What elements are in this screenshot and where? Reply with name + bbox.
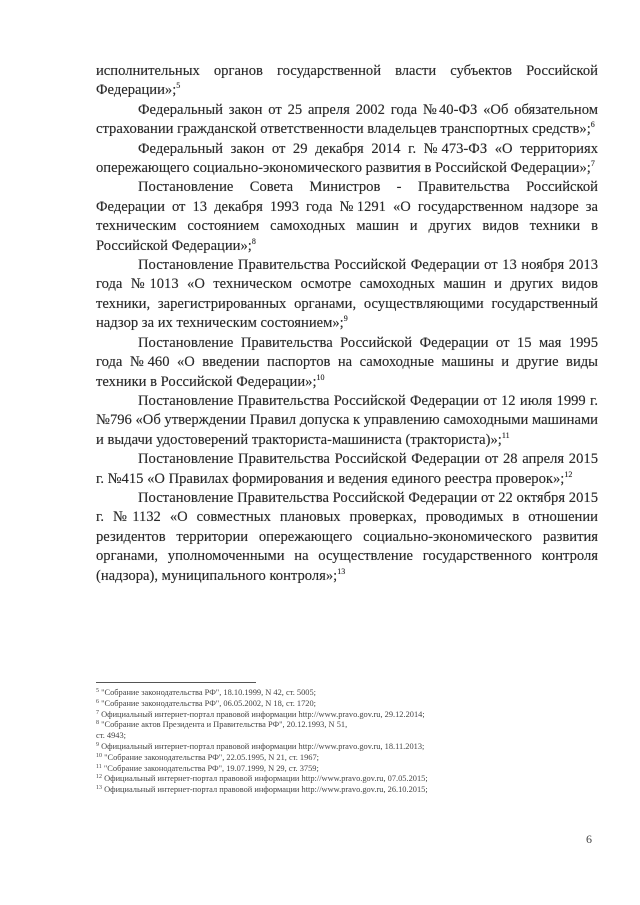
- footnote: $^{12}$ Официальный интернет-портал правовой информации http://www.pravo.gov.ru, 07.05.2015;: [96, 774, 428, 784]
- paragraph-4: Постановление Совета Министров - Правительства Российской Федерации от 13 декабря 1993 года №1291 «О государственном надзоре за техническим состоянием самоходных машин и других видов техники в Российской Федерации»;$^8$: [96, 179, 598, 254]
- paragraph-6: Постановление Правительства Российской Федерации от 15 мая 1995 года №460 «О введении паспортов на самоходные машины и другие виды техники в Российской Федерации»;$^{10}$: [96, 334, 598, 390]
- paragraph-7: Постановление Правительства Российской Федерации от 12 июля 1999 г. №796 «Об утверждении Правил допуска к управлению самоходными машинами и выдачи удостоверений тракториста-машиниста (тракториста)»;$^{11}$: [96, 392, 598, 448]
- footnote-ref: 7: [590, 159, 595, 169]
- footnote: $^8$ "Собрание актов Президента и Правительства РФ", 20.12.1993, N 51,: [96, 720, 348, 730]
- footnote-ref: 5: [176, 81, 181, 91]
- footnote: $^{11}$ "Собрание законодательства РФ", 19.07.1999, N 29, ст. 3759;: [96, 763, 319, 773]
- paragraph-2: Федеральный закон от 25 апреля 2002 года №40-ФЗ «Об обязательном страховании гражданской ответственности владельцев транспортных средств»;$^6$: [96, 101, 598, 138]
- footnote-ref: 13: [337, 566, 346, 576]
- page-number: 6: [586, 832, 592, 846]
- paragraph-3: Федеральный закон от 29 декабря 2014 г. №473-ФЗ «О территориях опережающего социально-экономического развития в Российской Федерации»;$^7$: [96, 140, 598, 177]
- footnote: $^6$ "Собрание законодательства РФ", 06.05.2002, N 18, ст. 1720;: [96, 698, 317, 708]
- paragraph-1: исполнительных органов государственной власти субъектов Российской Федерации»;$^5$: [96, 63, 598, 99]
- footnote: $^7$ Официальный интернет-портал правовой информации http://www.pravo.gov.ru, 29.12.2014;: [96, 709, 425, 719]
- paragraph-5: Постановление Правительства Российской Федерации от 13 ноября 2013 года №1013 «О техническом осмотре самоходных машин и других видов техники, зарегистрированных органами, осуществляющими государственный надзор за их техническим состоянием»;$^9$: [96, 257, 598, 332]
- footnote-ref: 12: [564, 469, 573, 479]
- footnote: $^{10}$ "Собрание законодательства РФ", 22.05.1995, N 21, ст. 1967;: [96, 752, 320, 762]
- footnote: $^9$ Официальный интернет-портал правовой информации http://www.pravo.gov.ru, 18.11.2013;: [96, 741, 425, 751]
- paragraph-9: Постановление Правительства Российской Федерации от 22 октября 2015 г. №1132 «О совместных плановых проверках, проводимых в отношении резидентов территории опережающего социально-экономического развития органами, уполномоченными на осуществление государственного контроля (надзора), муниципального контроля»;$^{13}$: [96, 489, 598, 584]
- footnote-ref: 10: [316, 372, 325, 382]
- footnote-ref: 11: [501, 430, 510, 440]
- legal-acts-list: [96, 62, 598, 586]
- paragraph-8: Постановление Правительства Российской Федерации от 28 апреля 2015 г. №415 «О Правилах формирования и ведения единого реестра проверок»;$^{12}$: [96, 451, 598, 487]
- footnote-ref: 8: [251, 236, 256, 246]
- footnote: $^5$ "Собрание законодательства РФ", 18.10.1999, N 42, ст. 5005;: [96, 688, 317, 697]
- footnote-ref: 9: [343, 314, 348, 324]
- footnote-divider: [96, 682, 256, 683]
- footnotes: [96, 688, 606, 796]
- footnote-ref: 6: [590, 120, 595, 130]
- footnote: $^{13}$ Официальный интернет-портал правовой информации http://www.pravo.gov.ru, 26.10.2015;: [96, 785, 428, 795]
- footnote: ст. 4943;: [96, 731, 127, 741]
